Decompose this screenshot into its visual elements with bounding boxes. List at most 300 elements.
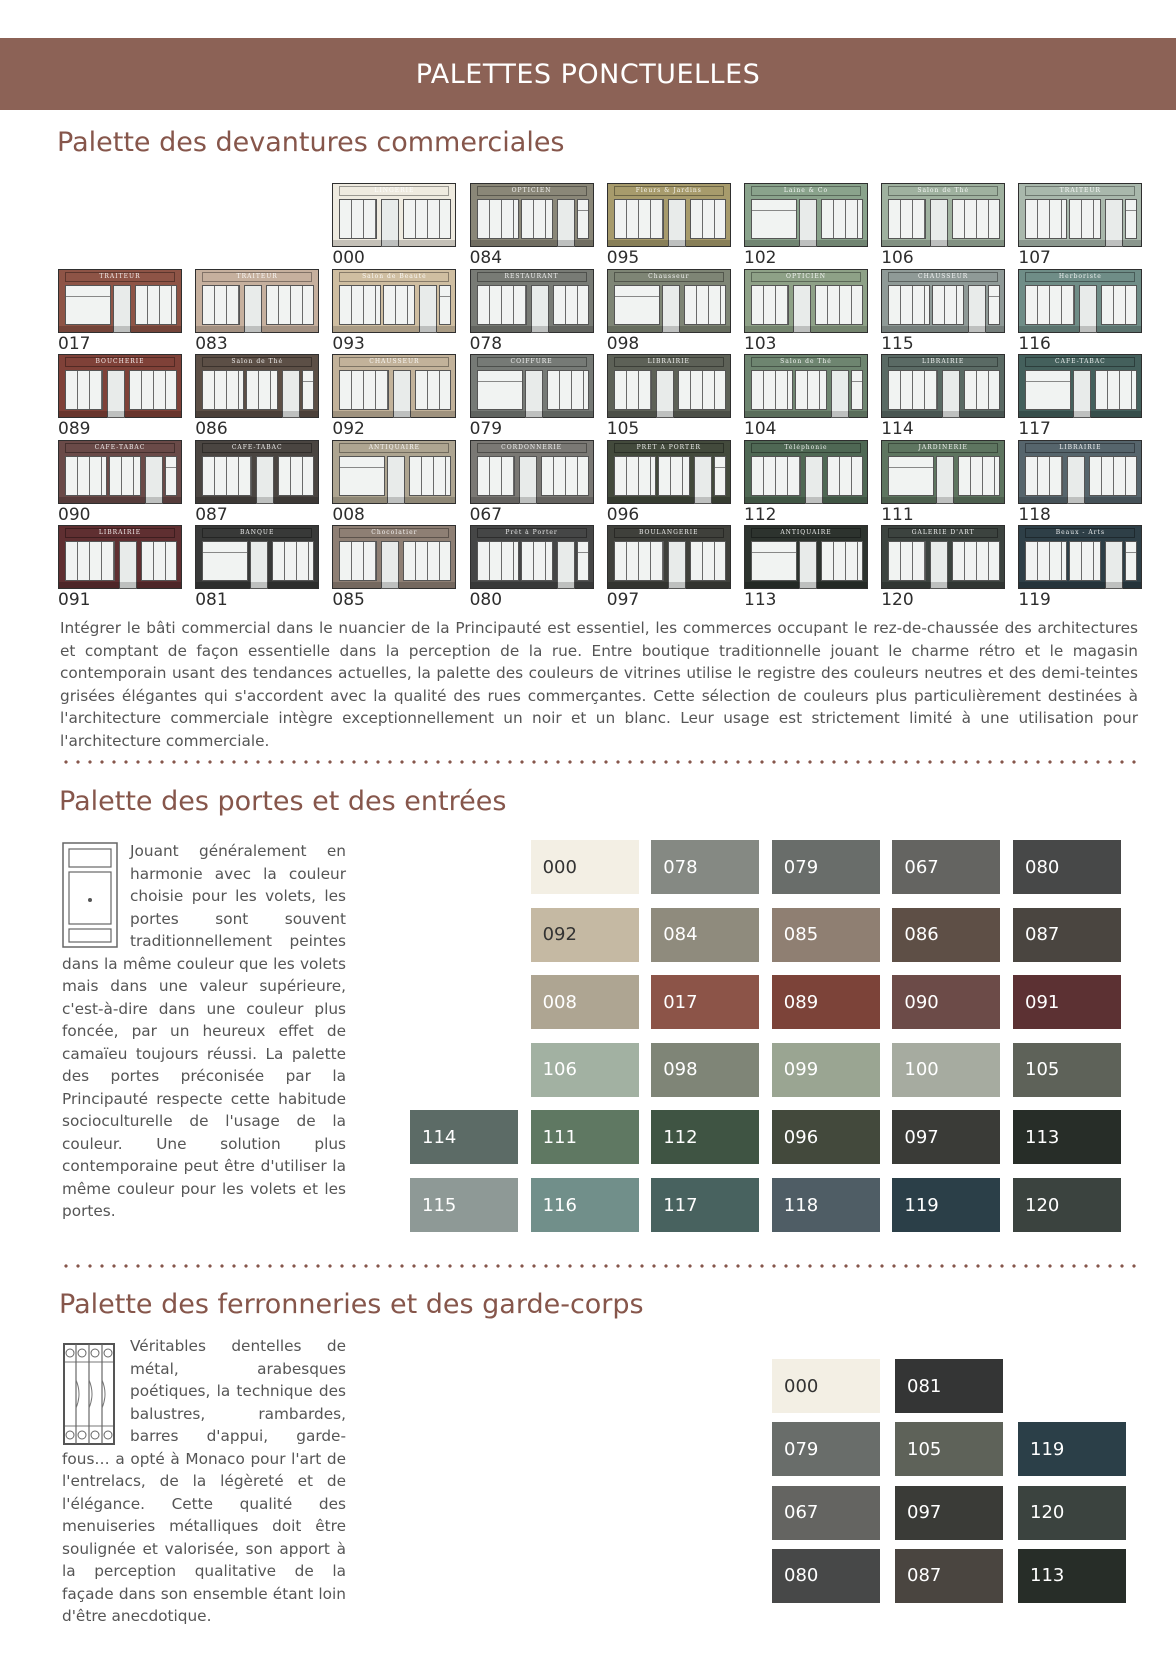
storefront-facade <box>744 440 868 504</box>
storefront-facade <box>744 354 868 418</box>
storefront-base <box>333 582 455 588</box>
storefront-facade <box>470 269 594 333</box>
door-swatch-080: 080 <box>1013 840 1121 894</box>
storefront-facade <box>332 269 456 333</box>
door-swatch-113: 113 <box>1013 1110 1121 1164</box>
storefront-facade <box>332 525 456 589</box>
storefront-sign: Salon de Thé <box>202 357 312 367</box>
storefront-083 <box>195 269 319 353</box>
storefront-window <box>751 370 793 410</box>
storefront-code: 087 <box>195 504 228 525</box>
storefront-111 <box>881 440 1005 524</box>
storefront-sign: COIFFURE <box>477 357 587 367</box>
storefront-code: 008 <box>332 504 365 525</box>
storefront-095 <box>607 183 731 267</box>
storefront-base <box>608 326 730 332</box>
storefront-facade <box>881 440 1005 504</box>
storefront-base <box>882 411 1004 417</box>
storefront-code: 091 <box>58 590 91 610</box>
storefront-sign: Chocolatier <box>339 528 449 538</box>
storefront-base <box>608 240 730 246</box>
storefront-facade <box>607 269 731 333</box>
storefront-window <box>339 285 381 325</box>
storefront-sign: TRAITEUR <box>202 272 312 282</box>
storefront-096 <box>607 440 731 524</box>
storefront-window <box>614 456 656 496</box>
storefront-window <box>266 285 314 325</box>
storefront-window <box>751 541 797 581</box>
storefront-sign: CHAUSSEUR <box>339 357 449 367</box>
storefront-window <box>339 541 377 581</box>
storefront-sign: Fleurs & Jardins <box>614 186 724 196</box>
storefront-base <box>1019 240 1141 246</box>
storefront-facade <box>332 183 456 247</box>
storefront-base <box>1019 497 1141 503</box>
storefront-base <box>1019 411 1141 417</box>
storefront-window <box>403 541 451 581</box>
storefront-114 <box>881 354 1005 438</box>
storefront-080 <box>470 525 594 609</box>
storefront-079 <box>470 354 594 438</box>
storefront-facade <box>744 269 868 333</box>
storefront-window <box>553 285 589 325</box>
storefront-window <box>614 541 664 581</box>
door-swatch-118: 118 <box>772 1178 880 1232</box>
storefront-code: 104 <box>744 419 777 439</box>
storefront-093 <box>332 269 456 353</box>
storefront-window <box>888 456 934 496</box>
storefront-window <box>821 541 863 581</box>
storefront-089 <box>58 354 182 438</box>
storefront-window <box>477 370 523 410</box>
door-swatch-098: 098 <box>651 1043 759 1097</box>
storefront-window <box>815 285 863 325</box>
storefront-facade <box>1018 525 1142 589</box>
ironwork-swatch-119: 119 <box>1018 1422 1126 1476</box>
storefront-106 <box>881 183 1005 267</box>
storefronts-paragraph: Intégrer le bâti commercial dans le nuancier de la Principauté est essentiel, les commerces occupant le rez-de-chaussée des architectures et comptant de façon essentielle dans la perception de la rue. Entre boutique traditionnelle jouant le charme rétro et le magasin contemporain usant des tendances actuelles, la palette des couleurs de vitrines utilise le registre des couleurs neutres et des demi-teintes grisées élégantes qui s'accordent avec la qualité des rues commerçantes. Cette sélection de couleurs plus particulièrement destinées à l'architecture commerciale intègre exceptionnellement un noir et un blanc. Leur usage est strictement limité à une utilisation pour l'architecture commerciale. <box>60 619 1138 750</box>
storefront-facade <box>1018 269 1142 333</box>
storefront-base <box>333 240 455 246</box>
door-swatch-084: 084 <box>651 908 759 962</box>
storefront-sign: TRAITEUR <box>1025 186 1135 196</box>
door-swatch-092: 092 <box>531 908 639 962</box>
storefront-facade <box>195 440 319 504</box>
storefront-window <box>403 199 451 239</box>
storefront-086 <box>195 354 319 438</box>
dotted-divider <box>60 759 1140 765</box>
storefront-code: 106 <box>881 248 914 268</box>
storefront-facade <box>470 183 594 247</box>
storefront-window <box>477 541 519 581</box>
storefront-window <box>577 541 589 581</box>
storefronts-title: Palette des devantures commerciales <box>57 127 565 158</box>
storefront-base <box>471 240 593 246</box>
storefront-104 <box>744 354 868 438</box>
storefront-window <box>65 456 107 496</box>
storefront-window <box>988 285 1000 325</box>
storefront-code: 102 <box>744 248 777 268</box>
storefront-facade <box>881 525 1005 589</box>
storefront-code: 085 <box>332 590 365 610</box>
doors-paragraph <box>62 840 346 1223</box>
storefront-facade <box>470 440 594 504</box>
door-swatch-116: 116 <box>531 1178 639 1232</box>
storefront-base <box>59 411 181 417</box>
storefront-window <box>547 370 589 410</box>
storefront-sign: CHAUSSEUR <box>888 272 998 282</box>
storefront-code: 081 <box>195 590 228 610</box>
storefront-window <box>521 199 553 239</box>
storefront-facade <box>58 269 182 333</box>
storefront-window <box>614 370 652 410</box>
storefront-sign: RESTAURANT <box>477 272 587 282</box>
ironwork-swatch-081: 081 <box>895 1359 1003 1413</box>
storefront-sign: LINGERIE <box>339 186 449 196</box>
storefront-sign: LIBRAIRIE <box>65 528 175 538</box>
storefront-base <box>882 582 1004 588</box>
storefront-sign: Laine & Co <box>751 186 861 196</box>
storefront-sign: LIBRAIRIE <box>1025 443 1135 453</box>
storefront-081 <box>195 525 319 609</box>
storefront-window <box>958 456 1000 496</box>
storefront-window <box>202 541 248 581</box>
storefront-base <box>745 497 867 503</box>
page-title: PALETTES PONCTUELLES <box>415 58 761 90</box>
door-swatch-097: 097 <box>892 1110 1000 1164</box>
storefront-window <box>477 456 515 496</box>
storefront-sign: Beaux - Arts <box>1025 528 1135 538</box>
storefront-window <box>65 541 115 581</box>
storefront-sign: Salon de Thé <box>888 186 998 196</box>
storefront-facade <box>1018 354 1142 418</box>
storefront-103 <box>744 269 868 353</box>
ironwork-swatch-067: 067 <box>772 1486 880 1540</box>
storefront-window <box>65 285 111 325</box>
storefront-sign: OPTICIEN <box>477 186 587 196</box>
storefront-107 <box>1018 183 1142 267</box>
storefront-window <box>952 541 1000 581</box>
storefront-window <box>477 285 527 325</box>
storefront-code: 112 <box>744 504 777 525</box>
door-swatch-087: 087 <box>1013 908 1121 962</box>
storefront-sign: CAFE-TABAC <box>1025 357 1135 367</box>
door-swatch-114: 114 <box>410 1110 518 1164</box>
storefront-sign: CAFE-TABAC <box>65 443 175 453</box>
storefront-code: 089 <box>58 419 91 439</box>
storefront-window <box>202 370 244 410</box>
ironwork-paragraph <box>62 1335 346 1628</box>
storefront-000 <box>332 183 456 267</box>
storefront-window <box>135 285 177 325</box>
storefront-window <box>202 456 252 496</box>
storefront-facade <box>607 183 731 247</box>
storefront-116 <box>1018 269 1142 353</box>
storefront-window <box>821 199 863 239</box>
storefront-facade <box>744 525 868 589</box>
ironwork-title: Palette des ferronneries et des garde-corps <box>59 1289 644 1320</box>
storefront-base <box>882 240 1004 246</box>
storefront-code: 114 <box>881 419 914 439</box>
storefront-sign: BOUCHERIE <box>65 357 175 367</box>
storefront-code: 117 <box>1018 419 1051 439</box>
storefront-window <box>339 370 389 410</box>
storefront-window <box>1025 285 1075 325</box>
storefront-base <box>196 497 318 503</box>
storefront-window <box>1069 199 1101 239</box>
storefront-base <box>1019 582 1141 588</box>
storefront-base <box>471 326 593 332</box>
storefront-facade <box>607 525 731 589</box>
storefront-base <box>608 411 730 417</box>
storefront-code: 084 <box>469 248 503 268</box>
storefront-code: 097 <box>606 590 640 610</box>
storefront-window <box>1025 541 1067 581</box>
storefront-code: 111 <box>881 504 914 525</box>
storefront-window <box>521 541 553 581</box>
storefront-facade <box>195 354 319 418</box>
storefront-code: 090 <box>58 504 91 525</box>
door-swatch-096: 096 <box>772 1110 880 1164</box>
door-swatch-106: 106 <box>531 1043 639 1097</box>
storefront-window <box>246 370 278 410</box>
door-swatch-017: 017 <box>651 975 759 1029</box>
storefront-window <box>690 541 726 581</box>
storefront-base <box>59 326 181 332</box>
storefront-sign: BANQUE <box>202 528 312 538</box>
door-swatch-120: 120 <box>1013 1178 1121 1232</box>
storefront-008 <box>332 440 456 524</box>
storefront-sign: Herboriste <box>1025 272 1135 282</box>
storefront-sign: Salon de Thé <box>751 357 861 367</box>
storefront-base <box>745 326 867 332</box>
storefront-base <box>608 582 730 588</box>
storefront-base <box>471 497 593 503</box>
storefront-sign: CORDONNERIE <box>477 443 587 453</box>
storefront-091 <box>58 525 182 609</box>
storefront-window <box>964 370 1000 410</box>
door-swatch-089: 089 <box>772 975 880 1029</box>
storefront-code: 079 <box>469 419 503 439</box>
storefront-code: 119 <box>1018 590 1051 610</box>
storefront-base <box>471 411 593 417</box>
storefront-113 <box>744 525 868 609</box>
storefront-window <box>439 285 451 325</box>
storefront-window <box>888 541 926 581</box>
storefront-sign: CAFE-TABAC <box>202 443 312 453</box>
storefront-window <box>888 285 930 325</box>
ironwork-swatch-120: 120 <box>1018 1486 1126 1540</box>
ironwork-swatch-000: 000 <box>772 1359 880 1413</box>
storefront-window <box>272 541 314 581</box>
storefront-facade <box>470 525 594 589</box>
storefront-097 <box>607 525 731 609</box>
storefront-facade <box>470 354 594 418</box>
storefront-base <box>882 497 1004 503</box>
storefront-sign: LIBRAIRIE <box>614 357 724 367</box>
doors-title: Palette des portes et des entrées <box>59 786 507 817</box>
door-swatch-079: 079 <box>772 840 880 894</box>
storefront-window <box>165 456 177 496</box>
storefront-code: 078 <box>469 333 503 354</box>
storefront-window <box>888 199 926 239</box>
storefront-087 <box>195 440 319 524</box>
storefront-window <box>851 370 863 410</box>
storefront-base <box>196 411 318 417</box>
storefront-window <box>714 456 726 496</box>
storefront-window <box>1025 199 1067 239</box>
railing-icon-float <box>62 1335 130 1445</box>
door-swatch-112: 112 <box>651 1110 759 1164</box>
storefront-window <box>202 285 240 325</box>
door-swatch-000: 000 <box>531 840 639 894</box>
storefront-code: 120 <box>881 590 914 610</box>
storefront-window <box>1069 541 1101 581</box>
storefront-085 <box>332 525 456 609</box>
storefront-window <box>888 370 938 410</box>
storefront-window <box>1089 456 1137 496</box>
storefront-window <box>383 285 415 325</box>
storefront-092 <box>332 354 456 438</box>
storefront-code: 118 <box>1018 504 1051 525</box>
storefront-facade <box>58 354 182 418</box>
storefront-window <box>1025 456 1063 496</box>
door-swatch-099: 099 <box>772 1043 880 1097</box>
storefront-090 <box>58 440 182 524</box>
storefront-base <box>333 497 455 503</box>
storefront-base <box>1019 326 1141 332</box>
storefront-window <box>65 370 103 410</box>
storefront-window <box>302 370 314 410</box>
storefront-sign: Chausseur <box>614 272 724 282</box>
storefront-window <box>541 456 589 496</box>
storefront-118 <box>1018 440 1142 524</box>
storefront-sign: GALERIE D'ART <box>888 528 998 538</box>
door-swatch-111: 111 <box>531 1110 639 1164</box>
ironwork-swatch-079: 079 <box>772 1422 880 1476</box>
storefront-window <box>1025 370 1071 410</box>
storefront-window <box>751 199 797 239</box>
storefront-sign: OPTICIEN <box>751 272 861 282</box>
storefront-sign: Salon de Beauté <box>339 272 449 282</box>
storefront-window <box>1095 370 1137 410</box>
door-swatch-115: 115 <box>410 1178 518 1232</box>
door-swatch-008: 008 <box>531 975 639 1029</box>
storefront-105 <box>607 354 731 438</box>
storefront-facade <box>332 440 456 504</box>
storefront-base <box>196 582 318 588</box>
ironwork-swatch-097: 097 <box>895 1486 1003 1540</box>
storefront-window <box>577 199 589 239</box>
storefront-code: 113 <box>744 590 777 610</box>
storefront-facade <box>58 525 182 589</box>
storefront-window <box>795 370 827 410</box>
storefront-facade <box>881 269 1005 333</box>
doors-paragraph-text: Jouant généralement en harmonie avec la couleur choisie pour les volets, les portes sont souvent traditionnellement peintes dans la même couleur que les volets mais dans une valeur supérieure, c'est-à-dire dans une couleur plus foncée, par un heureux effet de camaïeu toujours réussi. La palette des portes préconisée par la Principauté respecte cette habitude socioculturelle de l'usage de la couleur. Une solution plus contemporaine peut être d'utiliser la même couleur pour les volets et les portes. <box>62 842 346 1220</box>
storefront-017 <box>58 269 182 353</box>
dotted-divider <box>60 1263 1140 1269</box>
storefront-sign: JARDINERIE <box>888 443 998 453</box>
ironwork-swatch-113: 113 <box>1018 1549 1126 1603</box>
storefront-window <box>690 199 726 239</box>
storefront-window <box>1125 541 1137 581</box>
storefront-sign: Téléphonie <box>751 443 861 453</box>
storefront-102 <box>744 183 868 267</box>
storefront-code: 017 <box>58 333 91 354</box>
storefront-facade <box>744 183 868 247</box>
storefront-base <box>745 240 867 246</box>
ironwork-paragraph-text: Véritables dentelles de métal, arabesques poétiques, la technique des balustres, rambardes, barres d'appui, garde-fous… a opté à Monaco pour l'art de l'entrelacs, de la légèreté et de l'élégance. Cette qualité des menuiseries métalliques doit être soulignée et valorisée, son apport à la perception qualitative de la façade dans son ensemble étant loin d'être anecdotique. <box>62 1337 346 1625</box>
storefront-base <box>471 582 593 588</box>
storefront-base <box>333 326 455 332</box>
storefront-facade <box>1018 440 1142 504</box>
storefront-code: 105 <box>606 419 640 439</box>
storefront-067 <box>470 440 594 524</box>
door-swatch-117: 117 <box>651 1178 759 1232</box>
storefront-base <box>59 497 181 503</box>
storefront-window <box>109 456 141 496</box>
storefront-115 <box>881 269 1005 353</box>
storefront-code: 115 <box>881 333 914 354</box>
storefront-facade <box>195 269 319 333</box>
storefront-code: 080 <box>469 590 503 610</box>
storefront-code: 103 <box>744 333 777 354</box>
storefront-facade <box>881 354 1005 418</box>
door-swatch-091: 091 <box>1013 975 1121 1029</box>
storefront-sign: TRAITEUR <box>65 272 175 282</box>
storefront-code: 116 <box>1018 333 1051 354</box>
storefront-facade <box>607 354 731 418</box>
storefront-window <box>678 370 726 410</box>
storefront-window <box>751 285 789 325</box>
storefront-base <box>882 326 1004 332</box>
storefront-base <box>196 326 318 332</box>
storefront-sign: LIBRAIRIE <box>888 357 998 367</box>
storefront-sign: Prêt à Porter <box>477 528 587 538</box>
storefront-facade <box>881 183 1005 247</box>
storefront-code: 098 <box>606 333 640 354</box>
storefront-078 <box>470 269 594 353</box>
storefront-window <box>614 285 660 325</box>
storefront-base <box>333 411 455 417</box>
storefront-window <box>339 456 385 496</box>
storefront-120 <box>881 525 1005 609</box>
storefront-base <box>608 497 730 503</box>
storefront-facade <box>332 354 456 418</box>
storefront-base <box>745 411 867 417</box>
storefront-code: 093 <box>332 333 365 354</box>
storefront-code: 067 <box>469 504 503 525</box>
door-swatch-085: 085 <box>772 908 880 962</box>
storefront-code: 000 <box>332 248 365 268</box>
storefront-window <box>614 199 664 239</box>
storefront-code: 083 <box>195 333 228 354</box>
storefront-code: 095 <box>606 248 640 268</box>
door-swatch-067: 067 <box>892 840 1000 894</box>
storefront-window <box>952 199 1000 239</box>
storefront-117 <box>1018 354 1142 438</box>
page-banner <box>0 38 1176 110</box>
storefront-code: 096 <box>606 504 640 525</box>
storefront-sign: BOULANGERIE <box>614 528 724 538</box>
storefront-facade <box>58 440 182 504</box>
storefront-facade <box>607 440 731 504</box>
storefront-window <box>827 456 863 496</box>
storefront-base <box>745 582 867 588</box>
door-swatch-119: 119 <box>892 1178 1000 1232</box>
storefront-window <box>684 285 726 325</box>
storefront-code: 107 <box>1018 248 1051 268</box>
